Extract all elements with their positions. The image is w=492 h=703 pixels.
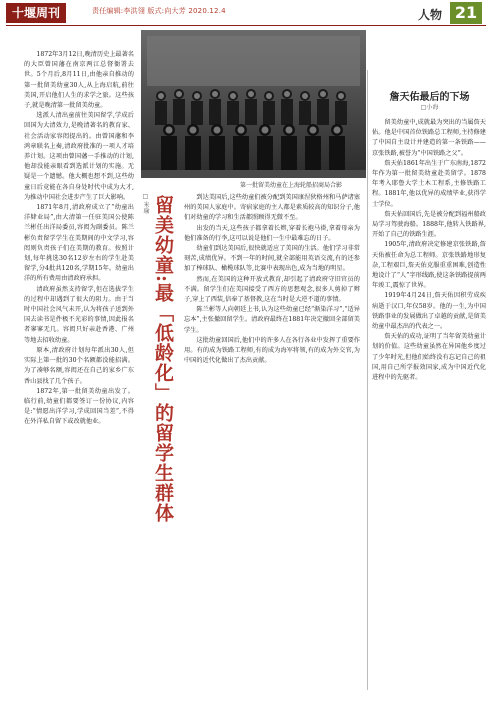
paragraph: 留美幼童中,成就最为突出的当属詹天佑。他是中国首位铁路总工程师,主持修建了中国自主设计并建造的第一条铁路——京张铁路,被誉为“中国铁路之父”。	[372, 119, 486, 157]
historical-group-photo	[141, 30, 366, 178]
page-header	[0, 0, 492, 26]
section-name: 人物	[417, 8, 442, 22]
paragraph: 选派人清出童前往美国留学,学成后回国为大清效力,是晚清著名的教育家、社会活动家容闳提出的。由曾国藩和李鸿章联名上奏,清政府批准的一项人才培养计划。这项由曾国藩一手推动的计划,他却没能亲眼看到选派计划的实施。无疑是一个遗憾。他大概也想不到,这些幼童日后竟能在各自身处时代中成为大才,为推动中国社会进步产生了巨大影响。	[24, 112, 134, 201]
article-author: □ 米瑜	[142, 193, 149, 214]
paragraph: 然而,在美国的这种开放式教育,却引起了清政府守旧官员的不满。留学生们在美国接受了西方的思想观念,很多人剪掉了辫子,穿上了西装,信奉了基督教,这在当时是大逆不道的事情。	[184, 275, 360, 304]
sidebar-article-title: 詹天佑最后的下场	[389, 92, 470, 103]
photo-caption: 第一批留美幼童在上海轮船招商局合影	[240, 182, 343, 189]
article-left-column	[24, 50, 134, 428]
sidebar-article-author: □小海	[420, 104, 439, 111]
article-middle-column	[184, 193, 360, 366]
photo-illustration	[141, 30, 366, 178]
paragraph: 出发的当天,这些孩子都拿着长辫,穿着长袍马褂,拿着母亲为他们准备的行李,这可以说是他们一生中最难忘的日子。	[184, 224, 360, 242]
paragraph: 1872年3月12日,晚清历史上最著名的大臣曾国藩在南京两江总督衙署去世。5个月后,8月11日,由他亲自推动的第一批留美幼童30人,从上海启航,前往美国,开启他们人生的求学之旅。这些孩子,就是晚清第一批留美幼童。	[24, 51, 134, 110]
paragraph: 陈兰彬等人向朝廷上书,认为这些幼童已经“渐染洋习”,“适异忘本”,主张撤回留学生。清政府最终在1881年决定撤回全部留美学生。	[184, 306, 360, 334]
paragraph: 幼童们到达美国后,很快就适应了美国的生活。他们学习非常刻苦,成绩优异。不到一年的时间,就全部能用英语交流,有的还参加了棒球队、橄榄球队等,比赛中表现出色,成为当地的明星。	[184, 245, 360, 273]
paragraph: 1919年4月24日,詹天佑因积劳成疾病逝于汉口,年仅58岁。他的一生,为中国铁路事业的发展做出了卓越的贡献,是留美幼童中最杰出的代表之一。	[372, 292, 486, 331]
paragraph: 詹天佑1861年出生于广东南海,1872年作为第一批留美幼童赴美留学。1878年考入耶鲁大学土木工程系,主修铁路工程。1881年,他以优异的成绩毕业,获得学士学位。	[372, 159, 486, 208]
paragraph: 詹天佑的成功,证明了当年留美幼童计划的价值。这些幼童虽然在异国他乡度过了少年时光,但他们始终没有忘记自己的祖国,用自己所学报效国家,成为中国近代化进程中的先驱者。	[372, 333, 486, 382]
article-title: 留美幼童:最「低龄化」的留学生群体	[152, 195, 174, 524]
paragraph: 詹天佑回国后,先是被分配到福州船政局学习驾驶海船。1888年,他转入铁路界,开始了自己的铁路生涯。	[372, 210, 486, 239]
paragraph: 到达美国后,这些幼童们被分配到美国康涅狄格州和马萨诸塞州的美国人家庭中。寄宿家庭的主人都是素质较高的知识分子,他们对幼童的学习和生活都照顾得无微不至。	[184, 194, 360, 222]
page-number: 21	[450, 2, 482, 24]
paragraph: 1872年,第一批留美幼童出发了。临行前,幼童们都要签订一份协议,内容是:“情愿出洋学习,学成回国当差”,不得在外洋私自留下或改就他业。	[24, 387, 134, 426]
newspaper-logo: 十堰周刊	[6, 3, 66, 23]
column-divider	[367, 70, 368, 690]
paragraph: 1871年8月,清政府成立了“幼童出洋肄业局”,由大清第一任驻美国公使陈兰彬任出洋局委员,容闳为副委员。陈兰彬负责留学学生在美期间的中文学习,容闳则负责孩子们在美期的教育。按照计划,每年挑选30名12岁左右的学生赴美留学,分4批共120名,学期15年。幼童出洋的所有费用由清政府承担。	[24, 204, 134, 283]
paragraph: 清政府虽然支持留学,但在选拔学生的过程中却遇到了很大的阻力。由于当时中国社会风气未开,认为将孩子送到外国去读书是件极不光彩的事情,因此报名者寥寥无几。容闳只好亲赴香港、广州等地去招收幼童。	[24, 285, 134, 344]
paragraph: 原本,清政府计划每年派出30人,但实际上第一批的30个名额都没能招满。为了凑够名额,容闳还在自己的家乡广东香山县找了几个孩子。	[24, 346, 134, 385]
paragraph: 这批幼童回国后,他们中的许多人在各行各业中发挥了重要作用。有的成为铁路工程师,有的成为海军将领,有的成为外交官,为中国的近代化做出了杰出贡献。	[184, 336, 360, 365]
header-rule	[6, 25, 486, 26]
editor-info: 责任编辑:李洪翎 版式:向大芳 2020.12.4	[92, 7, 226, 15]
sidebar-article-column	[372, 118, 486, 383]
paragraph: 1905年,清政府决定修建京张铁路,詹天佑被任命为总工程师。京张铁路地形复杂,工程艰巨,詹天佑克服重重困难,创造性地设计了“人”字形线路,使这条铁路提前两年竣工,震惊了世界。	[372, 241, 486, 290]
